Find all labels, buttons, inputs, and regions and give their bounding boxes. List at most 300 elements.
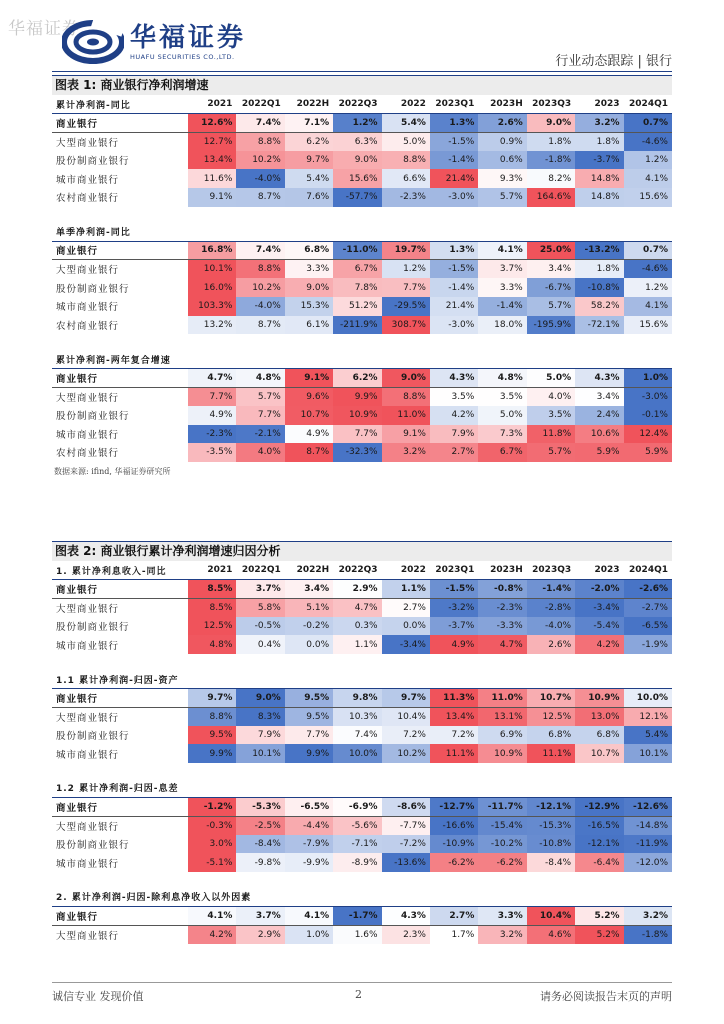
data-cell: -0.1%	[624, 406, 672, 425]
data-cell: 13.4%	[188, 151, 236, 170]
figure-1-table	[52, 95, 672, 462]
data-cell: -16.6%	[430, 816, 478, 835]
data-cell: 1.8%	[527, 132, 575, 151]
data-cell: 5.7%	[236, 387, 284, 406]
column-header: 2023H	[478, 561, 526, 580]
table-row	[52, 816, 672, 835]
data-cell: 5.0%	[382, 132, 430, 151]
table-row	[52, 580, 672, 599]
data-cell: -29.5%	[382, 297, 430, 316]
data-cell: 3.0%	[188, 835, 236, 854]
data-cell: -10.9%	[430, 835, 478, 854]
data-cell: 0.9%	[478, 132, 526, 151]
row-label: 股份制商业银行	[56, 411, 130, 423]
data-cell: 7.9%	[236, 726, 284, 745]
data-cell: 9.0%	[382, 369, 430, 388]
row-label: 城市商业银行	[56, 640, 120, 652]
data-cell: 10.0%	[624, 689, 672, 708]
data-cell: -0.5%	[236, 617, 284, 636]
table-row	[52, 598, 672, 617]
column-header: 2023Q3	[527, 561, 575, 580]
data-cell: 4.9%	[188, 406, 236, 425]
column-header: 2023H	[478, 95, 526, 114]
data-cell: -6.2%	[430, 853, 478, 872]
row-label: 农村商业银行	[56, 193, 120, 205]
data-cell: 4.3%	[430, 369, 478, 388]
data-cell: 0.7%	[624, 114, 672, 133]
data-cell: 10.2%	[236, 151, 284, 170]
table-row	[52, 925, 672, 944]
table-row	[52, 835, 672, 854]
data-cell: 9.0%	[236, 689, 284, 708]
data-cell: -14.8%	[624, 816, 672, 835]
section-header: 1.1 累计净利润-归因-资产	[52, 670, 672, 689]
data-cell: 2.4%	[575, 406, 623, 425]
data-cell: 10.9%	[575, 689, 623, 708]
data-cell: 7.2%	[382, 726, 430, 745]
data-cell: 10.9%	[478, 744, 526, 763]
data-cell: 14.8%	[575, 169, 623, 188]
data-cell: -3.2%	[430, 598, 478, 617]
table-row	[52, 114, 672, 133]
table-row	[52, 169, 672, 188]
data-cell: 3.3%	[478, 278, 526, 297]
data-cell: 6.7%	[478, 443, 526, 462]
data-cell: 11.0%	[478, 689, 526, 708]
table-row	[52, 907, 672, 926]
row-label: 股份制商业银行	[56, 622, 130, 634]
data-cell: 4.2%	[575, 635, 623, 654]
data-cell: 7.3%	[478, 425, 526, 444]
data-cell: -7.2%	[382, 835, 430, 854]
data-cell: 7.4%	[236, 241, 284, 260]
data-cell: 10.2%	[236, 278, 284, 297]
row-label: 城市商业银行	[56, 858, 120, 870]
footer-disclaimer: 请务必阅读报告末页的声明	[540, 990, 672, 1003]
data-cell: 1.8%	[575, 260, 623, 279]
data-cell: -8.9%	[333, 853, 381, 872]
data-cell: 15.6%	[624, 316, 672, 335]
data-cell: -3.7%	[430, 617, 478, 636]
data-cell: -7.1%	[333, 835, 381, 854]
data-cell: 4.8%	[188, 635, 236, 654]
section-header-row	[52, 95, 672, 114]
data-cell: -2.8%	[527, 598, 575, 617]
data-cell: 18.0%	[478, 316, 526, 335]
data-cell: -12.1%	[575, 835, 623, 854]
data-cell: 10.6%	[575, 425, 623, 444]
data-cell: 8.8%	[236, 260, 284, 279]
data-cell: 308.7%	[382, 316, 430, 335]
data-cell: 25.0%	[527, 241, 575, 260]
data-cell: -1.4%	[527, 580, 575, 599]
data-cell: 2.6%	[527, 635, 575, 654]
data-cell: 3.2%	[382, 443, 430, 462]
section-header: 1.2 累计净利润-归因-息差	[52, 779, 672, 798]
row-label: 大型商业银行	[56, 392, 120, 404]
data-cell: -1.8%	[624, 925, 672, 944]
column-header: 2023Q1	[430, 95, 478, 114]
section-spacer	[52, 763, 672, 779]
data-cell: 2.9%	[333, 580, 381, 599]
data-cell: 1.3%	[430, 114, 478, 133]
data-cell: 12.1%	[624, 707, 672, 726]
table-row	[52, 443, 672, 462]
table-row	[52, 260, 672, 279]
column-header: 2022H	[285, 561, 333, 580]
data-cell: 0.0%	[382, 617, 430, 636]
row-label: 大型商业银行	[56, 603, 120, 615]
data-cell: 2.9%	[236, 925, 284, 944]
data-cell: 3.7%	[236, 580, 284, 599]
row-label: 股份制商业银行	[56, 731, 130, 743]
page-number: 2	[355, 988, 362, 1001]
section-header-row	[52, 888, 672, 907]
table-row	[52, 798, 672, 817]
row-label: 农村商业银行	[56, 448, 120, 460]
data-cell: 9.6%	[285, 387, 333, 406]
data-cell: 0.3%	[333, 617, 381, 636]
data-cell: -7.9%	[285, 835, 333, 854]
column-header: 2023Q3	[527, 95, 575, 114]
column-header: 2022Q3	[333, 561, 381, 580]
data-cell: 1.2%	[624, 278, 672, 297]
data-cell: 3.7%	[236, 907, 284, 926]
data-cell: -8.6%	[382, 798, 430, 817]
data-cell: 11.3%	[430, 689, 478, 708]
data-cell: 10.9%	[333, 406, 381, 425]
row-label: 股份制商业银行	[56, 283, 130, 295]
data-cell: -13.6%	[382, 853, 430, 872]
data-cell: 3.4%	[527, 260, 575, 279]
data-cell: -6.4%	[575, 853, 623, 872]
data-cell: -3.0%	[430, 188, 478, 207]
data-cell: 8.3%	[236, 707, 284, 726]
data-cell: -1.7%	[333, 907, 381, 926]
table-row	[52, 387, 672, 406]
data-cell: -3.4%	[382, 635, 430, 654]
figure-1-source: 数据来源: ifind, 华福证券研究所	[54, 466, 171, 476]
column-header: 2021	[188, 561, 236, 580]
data-cell: -12.6%	[624, 798, 672, 817]
section-header-row	[52, 223, 672, 242]
data-cell: 103.3%	[188, 297, 236, 316]
report-category: 行业动态跟踪 | 银行	[555, 54, 672, 69]
data-cell: 3.2%	[478, 925, 526, 944]
section-header-row	[52, 779, 672, 798]
section-spacer	[52, 334, 672, 350]
data-cell: 9.9%	[188, 744, 236, 763]
data-cell: 13.0%	[575, 707, 623, 726]
data-cell: -3.4%	[575, 598, 623, 617]
figure-1-title: 图表 1: 商业银行净利润增速	[52, 75, 672, 95]
data-cell: 15.6%	[624, 188, 672, 207]
data-cell: 3.5%	[478, 387, 526, 406]
data-cell: 2.7%	[382, 598, 430, 617]
figure-2-title: 图表 2: 商业银行累计净利润增速归因分析	[52, 541, 672, 561]
data-cell: -2.3%	[478, 598, 526, 617]
data-cell: 6.9%	[478, 726, 526, 745]
data-cell: 2.7%	[430, 907, 478, 926]
data-cell: -8.4%	[236, 835, 284, 854]
data-cell: -10.8%	[527, 835, 575, 854]
data-cell: -12.0%	[624, 853, 672, 872]
data-cell: -15.3%	[527, 816, 575, 835]
data-cell: 0.7%	[624, 241, 672, 260]
data-cell: 6.2%	[333, 369, 381, 388]
data-cell: 6.8%	[575, 726, 623, 745]
column-header: 2024Q1	[624, 561, 672, 580]
data-cell: -0.3%	[188, 816, 236, 835]
data-cell: -3.0%	[430, 316, 478, 335]
row-label: 大型商业银行	[56, 712, 120, 724]
row-label: 城市商业银行	[56, 429, 120, 441]
table-row	[52, 707, 672, 726]
data-cell: 5.0%	[478, 406, 526, 425]
data-cell: 9.1%	[188, 188, 236, 207]
data-cell: -10.2%	[478, 835, 526, 854]
data-cell: -6.7%	[527, 278, 575, 297]
data-cell: 5.4%	[382, 114, 430, 133]
data-cell: 8.7%	[285, 443, 333, 462]
data-cell: 21.4%	[430, 169, 478, 188]
data-cell: 0.4%	[236, 635, 284, 654]
data-cell: 7.6%	[285, 188, 333, 207]
data-cell: -195.9%	[527, 316, 575, 335]
column-header: 2023Q1	[430, 561, 478, 580]
data-cell: 10.1%	[188, 260, 236, 279]
row-label: 商业银行	[52, 689, 188, 708]
row-label: 城市商业银行	[56, 749, 120, 761]
data-cell: 6.8%	[285, 241, 333, 260]
data-cell: 14.8%	[575, 188, 623, 207]
data-cell: 7.4%	[236, 114, 284, 133]
column-header: 2022	[382, 561, 430, 580]
data-cell: 3.5%	[527, 406, 575, 425]
data-cell: 0.0%	[285, 635, 333, 654]
data-cell: 9.9%	[285, 744, 333, 763]
data-cell: 10.2%	[382, 744, 430, 763]
data-cell: 2.6%	[478, 114, 526, 133]
data-cell: -12.7%	[430, 798, 478, 817]
footer-slogan: 诚信专业 发现价值	[52, 990, 144, 1003]
section-header: 1. 累计净利息收入-同比	[52, 561, 188, 580]
data-cell: 3.7%	[478, 260, 526, 279]
data-cell: 9.9%	[333, 387, 381, 406]
table-row	[52, 617, 672, 636]
data-cell: -1.5%	[430, 260, 478, 279]
data-cell: -5.6%	[333, 816, 381, 835]
data-cell: 7.8%	[333, 278, 381, 297]
data-cell: -2.5%	[236, 816, 284, 835]
column-header: 2023	[575, 561, 623, 580]
data-cell: 11.1%	[527, 744, 575, 763]
data-cell: 6.3%	[333, 132, 381, 151]
table-row	[52, 406, 672, 425]
data-cell: 7.7%	[333, 425, 381, 444]
data-cell: 1.3%	[430, 241, 478, 260]
data-cell: 4.7%	[333, 598, 381, 617]
data-cell: -7.7%	[382, 816, 430, 835]
data-cell: 3.2%	[575, 114, 623, 133]
data-cell: -1.4%	[430, 278, 478, 297]
data-cell: 9.7%	[285, 151, 333, 170]
data-cell: -6.5%	[624, 617, 672, 636]
column-header: 2021	[188, 95, 236, 114]
row-label: 大型商业银行	[56, 930, 120, 942]
data-cell: 12.6%	[188, 114, 236, 133]
data-cell: 9.8%	[333, 689, 381, 708]
data-cell: 6.2%	[285, 132, 333, 151]
data-cell: -11.7%	[478, 798, 526, 817]
data-cell: 9.0%	[527, 114, 575, 133]
data-cell: 4.7%	[478, 635, 526, 654]
data-cell: 5.2%	[575, 907, 623, 926]
data-cell: -3.7%	[575, 151, 623, 170]
data-cell: 12.4%	[624, 425, 672, 444]
footer-divider	[52, 982, 672, 983]
data-cell: 2.7%	[430, 443, 478, 462]
data-cell: 10.7%	[575, 744, 623, 763]
data-cell: 1.1%	[382, 580, 430, 599]
data-cell: -1.4%	[430, 151, 478, 170]
data-cell: 4.0%	[527, 387, 575, 406]
column-header: 2022H	[285, 95, 333, 114]
section-header-row	[52, 561, 672, 580]
data-cell: 4.8%	[478, 369, 526, 388]
data-cell: -211.9%	[333, 316, 381, 335]
data-cell: 10.4%	[527, 907, 575, 926]
data-cell: 3.3%	[478, 907, 526, 926]
row-label: 大型商业银行	[56, 265, 120, 277]
data-cell: -4.0%	[236, 297, 284, 316]
data-cell: -11.0%	[333, 241, 381, 260]
data-cell: 0.6%	[478, 151, 526, 170]
data-cell: 1.2%	[382, 260, 430, 279]
data-cell: 6.7%	[333, 260, 381, 279]
data-cell: -13.2%	[575, 241, 623, 260]
data-cell: 4.9%	[430, 635, 478, 654]
data-cell: -4.0%	[527, 617, 575, 636]
figure-2	[52, 541, 672, 944]
data-cell: 6.1%	[285, 316, 333, 335]
section-header: 累计净利润-两年复合增速	[52, 350, 672, 369]
data-cell: 9.0%	[285, 278, 333, 297]
row-label: 农村商业银行	[56, 320, 120, 332]
data-cell: -1.2%	[188, 798, 236, 817]
data-cell: -1.4%	[478, 297, 526, 316]
data-cell: 21.4%	[430, 297, 478, 316]
data-cell: 4.2%	[430, 406, 478, 425]
data-cell: -12.1%	[527, 798, 575, 817]
section-header: 累计净利润-同比	[52, 95, 188, 114]
data-cell: 1.8%	[575, 132, 623, 151]
data-cell: 2.3%	[382, 925, 430, 944]
data-cell: 3.4%	[285, 580, 333, 599]
data-cell: 10.4%	[382, 707, 430, 726]
data-cell: 5.7%	[478, 188, 526, 207]
data-cell: 8.7%	[236, 316, 284, 335]
data-cell: 9.1%	[285, 369, 333, 388]
data-cell: -10.8%	[575, 278, 623, 297]
table-row	[52, 316, 672, 335]
data-cell: -3.0%	[624, 387, 672, 406]
data-cell: 1.2%	[624, 151, 672, 170]
data-cell: 8.2%	[527, 169, 575, 188]
data-cell: 13.4%	[430, 707, 478, 726]
data-cell: 1.6%	[333, 925, 381, 944]
data-cell: -57.7%	[333, 188, 381, 207]
table-row	[52, 369, 672, 388]
data-cell: -2.3%	[188, 425, 236, 444]
column-header: 2023	[575, 95, 623, 114]
data-cell: -8.4%	[527, 853, 575, 872]
figure-2-table	[52, 561, 672, 944]
data-cell: 11.8%	[527, 425, 575, 444]
section-spacer	[52, 654, 672, 670]
data-cell: 6.8%	[527, 726, 575, 745]
data-cell: -72.1%	[575, 316, 623, 335]
data-cell: -5.3%	[236, 798, 284, 817]
data-cell: -11.9%	[624, 835, 672, 854]
logo-en-name: HUAFU SECURITIES CO.,LTD.	[130, 52, 235, 61]
data-cell: 8.8%	[382, 151, 430, 170]
data-cell: 4.0%	[236, 443, 284, 462]
data-cell: -4.6%	[624, 260, 672, 279]
data-cell: 1.0%	[624, 369, 672, 388]
data-cell: 164.6%	[527, 188, 575, 207]
data-cell: -9.8%	[236, 853, 284, 872]
data-cell: 9.0%	[333, 151, 381, 170]
data-cell: 11.6%	[188, 169, 236, 188]
data-cell: -16.5%	[575, 816, 623, 835]
row-label: 商业银行	[52, 114, 188, 133]
logo-swirl-icon	[62, 20, 124, 64]
data-cell: 4.1%	[478, 241, 526, 260]
data-cell: 4.1%	[624, 169, 672, 188]
data-cell: 4.8%	[236, 369, 284, 388]
row-label: 大型商业银行	[56, 137, 120, 149]
data-cell: 10.7%	[285, 406, 333, 425]
data-cell: 12.5%	[188, 617, 236, 636]
data-cell: 5.4%	[285, 169, 333, 188]
data-cell: 9.7%	[382, 689, 430, 708]
table-row	[52, 151, 672, 170]
section-header-row	[52, 670, 672, 689]
data-cell: 5.7%	[527, 443, 575, 462]
data-cell: 9.7%	[188, 689, 236, 708]
data-cell: 5.0%	[527, 369, 575, 388]
data-cell: 11.1%	[430, 744, 478, 763]
data-cell: -3.3%	[478, 617, 526, 636]
logo-cn-name: 华福证券	[130, 22, 247, 53]
table-row	[52, 853, 672, 872]
data-cell: 4.1%	[285, 907, 333, 926]
section-header-row	[52, 350, 672, 369]
data-cell: 9.5%	[285, 689, 333, 708]
data-cell: -6.9%	[333, 798, 381, 817]
data-cell: 4.1%	[624, 297, 672, 316]
data-cell: 5.4%	[624, 726, 672, 745]
data-cell: 7.4%	[333, 726, 381, 745]
data-cell: 7.9%	[430, 425, 478, 444]
data-cell: -0.8%	[478, 580, 526, 599]
data-cell: 9.1%	[382, 425, 430, 444]
data-cell: -0.2%	[285, 617, 333, 636]
column-header: 2022Q1	[236, 561, 284, 580]
table-row	[52, 744, 672, 763]
data-cell: 1.1%	[333, 635, 381, 654]
